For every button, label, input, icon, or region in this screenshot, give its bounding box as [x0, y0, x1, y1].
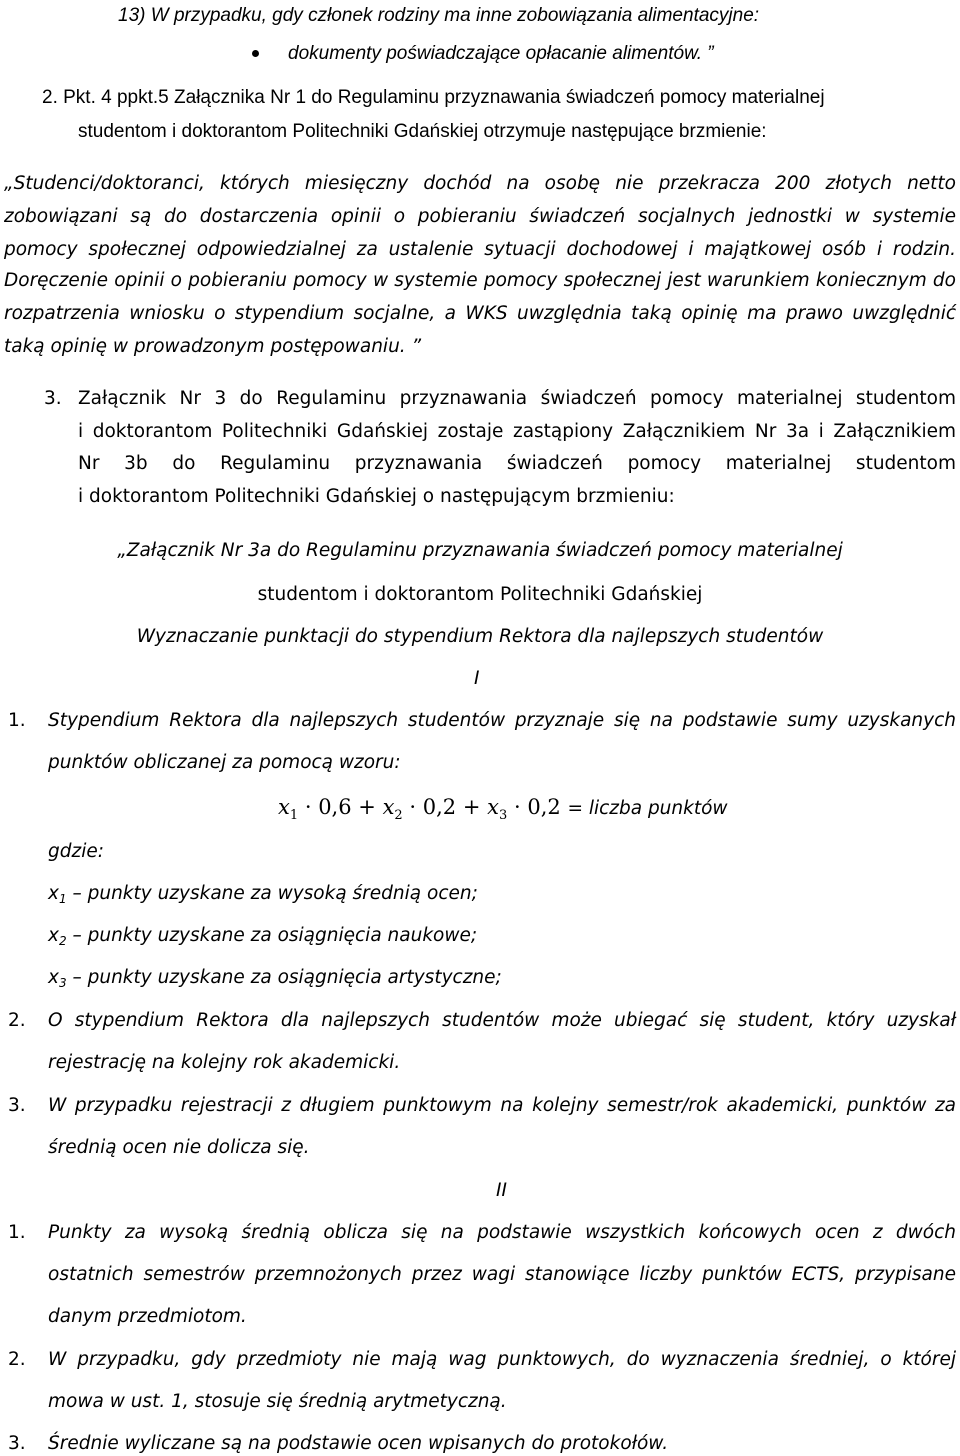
part-ii-item-1-line-2: ostatnich semestrów przemnożonych przez wagi stanowiące liczby punktów ECTS, przypisane: [48, 1264, 956, 1285]
x1-text: – punkty uzyskane za wysoką średnią ocen;: [66, 883, 478, 904]
part-i-item-2-number: 2.: [8, 1010, 26, 1031]
formula-sub-3: 3: [499, 808, 508, 823]
bullet-item-alimony: dokumenty poświadczające opłacanie alimentów. ”: [288, 43, 714, 64]
formula-plus: +: [358, 795, 376, 819]
part-ii-item-1-line-3: danym przedmiotom.: [48, 1306, 247, 1327]
formula-coef-1: 0,6: [318, 795, 352, 819]
part-ii-item-3-number: 3.: [8, 1433, 26, 1454]
annex-title-line-1: „Załącznik Nr 3a do Regulaminu przyznawania świadczeń pomocy materialnej: [117, 540, 843, 561]
formula-sub-1: 1: [289, 808, 299, 823]
item-13-text: 13) W przypadku, gdy członek rodziny ma inne zobowiązania alimentacyjne:: [118, 5, 760, 26]
part-ii-item-3-line-1: Średnie wyliczane są na podstawie ocen wpisanych do protokołów.: [48, 1433, 669, 1454]
part-ii-item-2-line-2: mowa w ust. 1, stosuje się średnią arytmetyczną.: [48, 1391, 507, 1412]
annex-title-line-3: Wyznaczanie punktacji do stypendium Rektora dla najlepszych studentów: [136, 626, 824, 647]
quote-line-4: Doręczenie opinii o pobieraniu pomocy w systemie pomocy społecznej jest warunkiem koniecznym do: [4, 270, 956, 291]
formula-dot: ·: [513, 795, 521, 819]
part-i-item-1-line-1: Stypendium Rektora dla najlepszych studentów przyznaje się na podstawie sumy uzyskanych: [48, 710, 956, 731]
section-2-line-1: 2. Pkt. 4 ppkt.5 Załącznika Nr 1 do Regulaminu przyznawania świadczeń pomocy materialnej: [42, 87, 825, 108]
x3-definition: [48, 966, 502, 995]
quote-line-3: pomocy społecznej odpowiedzialnej za ustalenie sytuacji dochodowej i majątkowej osób i rodzin.: [4, 239, 956, 260]
x1-subscript: 1: [58, 892, 67, 906]
quote-line-2: zobowiązani są do dostarczenia opinii o pobieraniu świadczeń socjalnych jednostki w systemie: [4, 206, 956, 227]
formula-x3: x: [487, 795, 499, 819]
annex-title-line-2: studentom i doktorantom Politechniki Gdańskiej: [257, 584, 703, 605]
section-3-line-2: i doktorantom Politechniki Gdańskiej zostaje zastąpiony Załącznikiem Nr 3a i Załącznikiem: [78, 421, 956, 442]
part-i-item-1-number: 1.: [8, 710, 26, 731]
part-i-item-3-line-2: średnią ocen nie dolicza się.: [48, 1137, 310, 1158]
formula-coef-2: 0,2: [422, 795, 457, 819]
bullet-dot: [252, 50, 259, 57]
score-formula: [278, 795, 728, 828]
gdzie-label: gdzie:: [48, 841, 104, 862]
x1-symbol: x: [48, 883, 59, 904]
x2-symbol: x: [48, 925, 59, 946]
part-i-item-3-number: 3.: [8, 1095, 26, 1116]
x3-symbol: x: [48, 967, 59, 988]
x1-definition: [48, 882, 478, 911]
part-i-item-2-line-1: O stypendium Rektora dla najlepszych studentów może ubiegać się student, który uzyskał: [48, 1010, 956, 1031]
formula-dot: ·: [409, 795, 417, 819]
section-3-line-3: Nr 3b do Regulaminu przyznawania świadczeń pomocy materialnej studentom: [78, 453, 956, 474]
part-ii-item-1-number: 1.: [8, 1222, 26, 1243]
part-i-item-2-line-2: rejestrację na kolejny rok akademicki.: [48, 1052, 401, 1073]
formula-x1: x: [278, 795, 290, 819]
formula-plus: +: [462, 795, 481, 819]
section-3-number: 3.: [44, 388, 62, 409]
part-i-heading: I: [474, 668, 480, 689]
x2-subscript: 2: [58, 934, 67, 948]
part-ii-item-2-number: 2.: [8, 1349, 26, 1370]
formula-sub-2: 2: [394, 808, 403, 823]
formula-x2: x: [382, 795, 395, 819]
part-i-item-3-line-1: W przypadku rejestracji z długiem punktowym na kolejny semestr/rok akademicki, punktów za: [48, 1095, 956, 1116]
quote-line-5: rozpatrzenia wniosku o stypendium socjalne, a WKS uwzględnia taką opinię ma prawo uwzględnić: [4, 303, 956, 324]
x2-text: – punkty uzyskane za osiągnięcia naukowe;: [66, 925, 478, 946]
section-3-line-4: i doktorantom Politechniki Gdańskiej o następującym brzmieniu:: [78, 486, 675, 507]
formula-coef-3: 0,2: [527, 795, 561, 819]
x3-text: – punkty uzyskane za osiągnięcia artystyczne;: [66, 967, 502, 988]
part-ii-item-1-line-1: Punkty za wysoką średnią oblicza się na podstawie wszystkich końcowych ocen z dwóch: [48, 1222, 956, 1243]
part-ii-heading: II: [496, 1180, 507, 1201]
section-3-line-1: Załącznik Nr 3 do Regulaminu przyznawania świadczeń pomocy materialnej studentom: [78, 388, 956, 409]
quote-line-1: „Studenci/doktoranci, których miesięczny dochód na osobę nie przekracza 200 złotych netto: [4, 173, 956, 194]
quote-line-6: taką opinię w prowadzonym postępowaniu. ”: [4, 336, 422, 357]
x2-definition: [48, 924, 477, 953]
part-ii-item-2-line-1: W przypadku, gdy przedmioty nie mają wag punktowych, do wyznaczenia średniej, o której: [48, 1349, 956, 1370]
x3-subscript: 3: [58, 976, 67, 990]
formula-dot: ·: [304, 795, 312, 819]
part-i-item-1-line-2: punktów obliczanej za pomocą wzoru:: [48, 752, 401, 773]
formula-result: = liczba punktów: [567, 798, 728, 819]
section-2-line-2: studentom i doktorantom Politechniki Gdańskiej otrzymuje następujące brzmienie:: [78, 121, 767, 142]
